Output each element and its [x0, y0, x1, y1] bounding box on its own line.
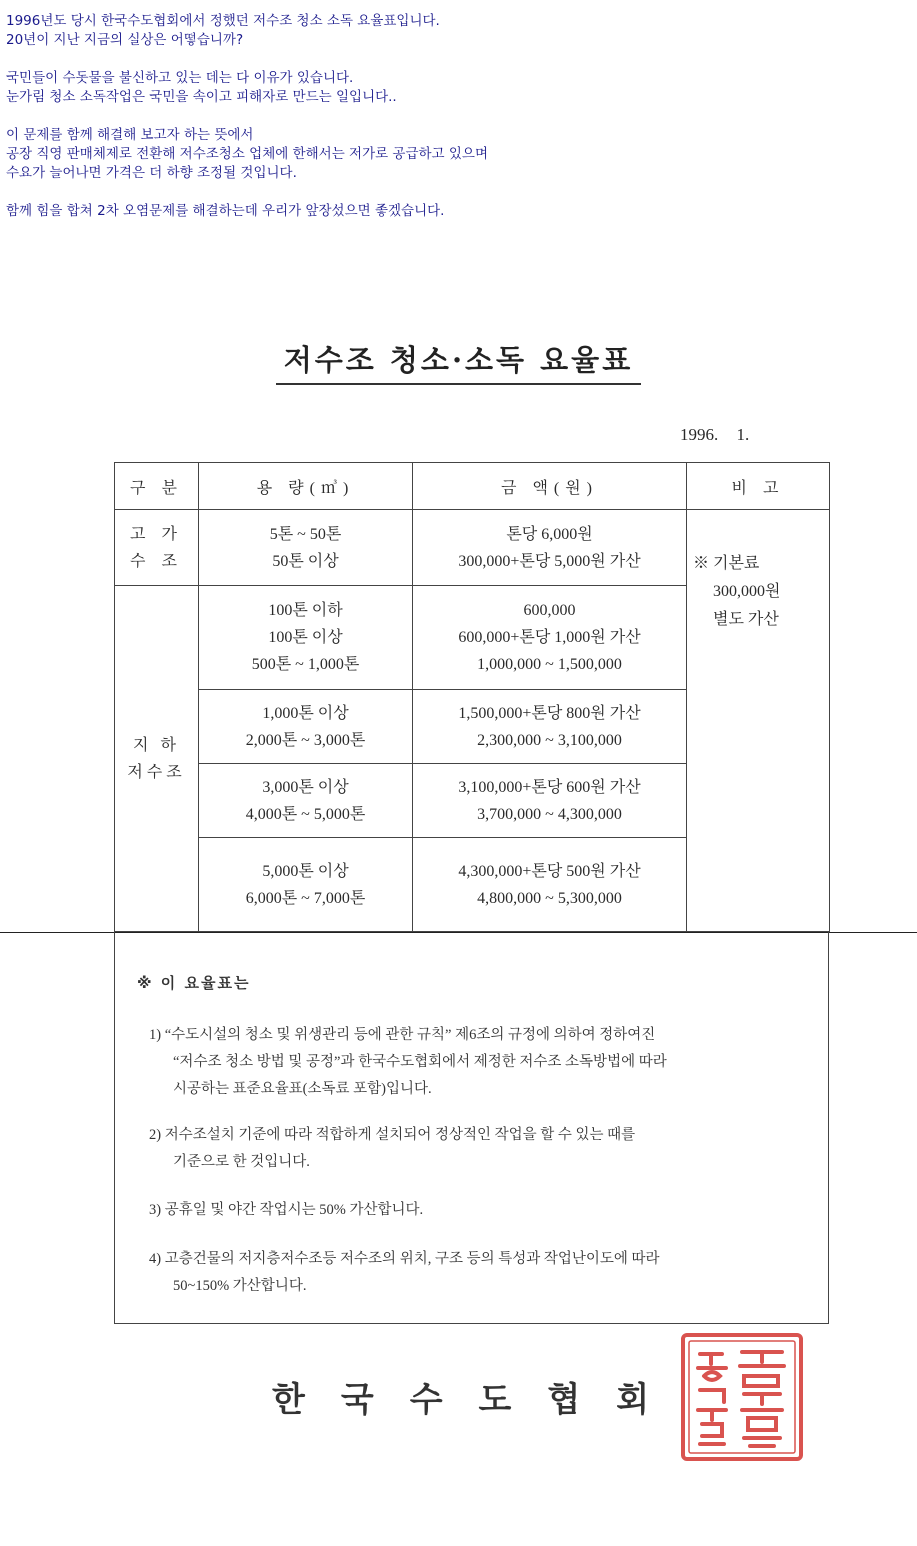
note-item-1: 1) “수도시설의 청소 및 위생관리 등에 관한 규칙” 제6조의 규정에 의하여 정하여진 “저수조 청소 방법 및 공정”과 한국수도협회에서 제정한 저수조 소독방법에 따라 시공하는 표준요율표(소독료 포함)입니다. — [149, 1027, 667, 1097]
intro-line: 20년이 지난 지금의 실상은 어떻습니까? — [6, 32, 244, 48]
header-category: 구 분 — [115, 463, 199, 510]
amount-cell: 톤당 6,000원 300,000+톤당 5,000원 가산 — [413, 510, 687, 586]
organization-name: 한국수도협회 — [272, 1380, 686, 1420]
amount-cell: 3,100,000+톤당 600원 가산 3,700,000 ~ 4,300,000 — [413, 764, 687, 838]
intro-line: 공장 직영 판매체제로 전환해 저수조청소 업체에 한해서는 저가로 공급하고 있으며 — [6, 146, 489, 162]
document-title — [0, 338, 917, 385]
intro-line: 1996년도 당시 한국수도협회에서 정했던 저수조 청소 소독 요율표입니다. — [6, 13, 440, 29]
note-item-3: 3) 공휴일 및 야간 작업시는 50% 가산합니다. — [149, 1202, 424, 1218]
remarks-cell: ※ 기본료 300,000원 별도 가산 — [687, 510, 830, 932]
header-capacity: 용 량(㎥) — [199, 463, 413, 510]
header-remarks: 비 고 — [687, 463, 830, 510]
document-date: 1996. 1. — [680, 425, 750, 444]
intro-text — [6, 12, 906, 221]
official-seal-icon — [680, 1332, 804, 1462]
intro-line: 이 문제를 함께 해결해 보고자 하는 뜻에서 — [6, 127, 254, 143]
capacity-cell: 5,000톤 이상 6,000톤 ~ 7,000톤 — [199, 838, 413, 932]
table-row-elevated — [115, 510, 830, 586]
document-title-text: 저수조 청소·소독 요율표 — [276, 338, 641, 385]
notes-box — [114, 932, 829, 1324]
intro-line: 수요가 늘어나면 가격은 더 하향 조정될 것입니다. — [6, 165, 297, 181]
notes-heading: ※ 이 요율표는 — [137, 974, 251, 992]
header-amount: 금 액(원) — [413, 463, 687, 510]
capacity-cell: 100톤 이하 100톤 이상 500톤 ~ 1,000톤 — [199, 586, 413, 690]
amount-cell: 1,500,000+톤당 800원 가산 2,300,000 ~ 3,100,000 — [413, 690, 687, 764]
capacity-cell: 3,000톤 이상 4,000톤 ~ 5,000톤 — [199, 764, 413, 838]
intro-line: 국민들이 수돗물을 불신하고 있는 데는 다 이유가 있습니다. — [6, 70, 354, 86]
category-underground: 지 하 저수조 — [115, 586, 199, 932]
capacity-cell: 1,000톤 이상 2,000톤 ~ 3,000톤 — [199, 690, 413, 764]
rate-table — [114, 462, 830, 932]
category-elevated: 고 가 수 조 — [115, 510, 199, 586]
intro-line: 눈가림 청소 소독작업은 국민을 속이고 피해자로 만드는 일입니다.. — [6, 89, 397, 105]
note-item-4: 4) 고층건물의 저지층저수조등 저수조의 위치, 구조 등의 특성과 작업난이도에 따라 50~150% 가산합니다. — [149, 1251, 660, 1294]
amount-cell: 600,000 600,000+톤당 1,000원 가산 1,000,000 ~ 1,500,000 — [413, 586, 687, 690]
amount-cell: 4,300,000+톤당 500원 가산 4,800,000 ~ 5,300,000 — [413, 838, 687, 932]
note-item-2: 2) 저수조설치 기준에 따라 적합하게 설치되어 정상적인 작업을 할 수 있는 때를 기준으로 한 것입니다. — [149, 1127, 636, 1170]
capacity-cell: 5톤 ~ 50톤 50톤 이상 — [199, 510, 413, 586]
intro-line: 함께 힘을 합쳐 2차 오염문제를 해결하는데 우리가 앞장섰으면 좋겠습니다. — [6, 203, 445, 219]
table-header-row — [115, 463, 830, 510]
